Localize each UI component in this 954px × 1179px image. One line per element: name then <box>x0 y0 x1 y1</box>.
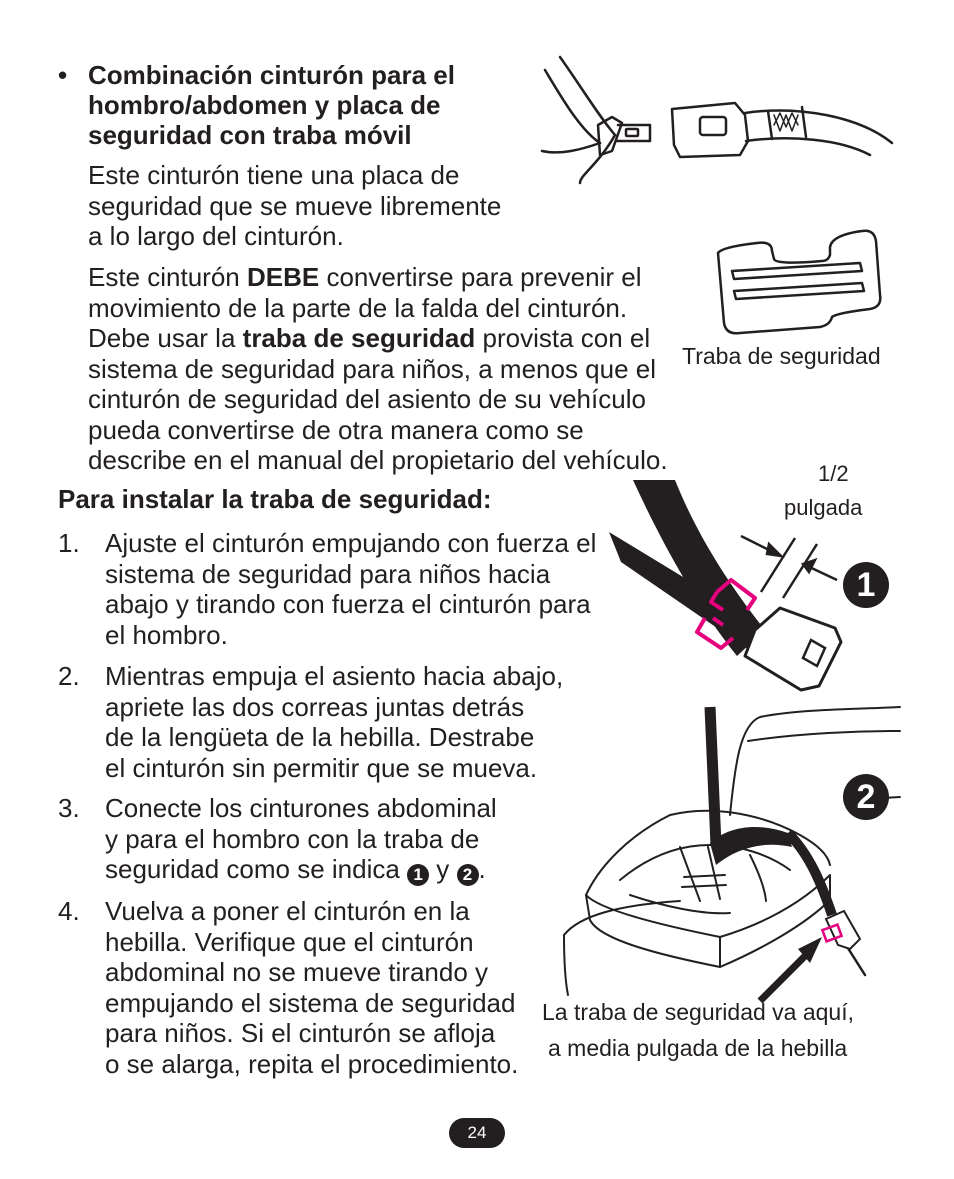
text-run: convertirse para prevenir el <box>319 262 642 292</box>
step-line: empujando el sistema de seguridad <box>105 987 516 1018</box>
step-line: el cinturón sin permitir que se mueva. <box>105 752 538 783</box>
section-heading-line: seguridad con traba móvil <box>88 120 412 150</box>
text-run: provista con el <box>475 323 651 353</box>
step-ref-1-icon: 1 <box>407 864 429 886</box>
step-line: Vuelva a poner el cinturón en la <box>105 896 470 926</box>
paragraph-1 <box>88 160 528 252</box>
figure-2-caption <box>542 994 902 1066</box>
text-run: seguridad como se indica <box>105 854 408 884</box>
step-line: hebilla. Verifique que el cinturón <box>105 926 474 957</box>
paragraph-line <box>88 323 688 354</box>
caption-line: La traba de seguridad va aquí, <box>542 999 855 1025</box>
section-heading-line: Combinación cinturón para el <box>88 60 455 90</box>
paragraph-line: cinturón de seguridad del asiento de su vehículo <box>88 384 646 414</box>
step-line: apriete las dos correas juntas detrás <box>105 691 525 722</box>
step-3 <box>105 793 535 886</box>
paragraph-line: sistema de seguridad para niños, a menos que el <box>88 353 657 384</box>
text-run: Debe usar la <box>88 323 243 353</box>
emphasis-traba: traba de seguridad <box>242 323 476 353</box>
step-line: Ajuste el cinturón empujando con fuerza el <box>105 528 597 558</box>
section-bullet: • <box>58 60 68 90</box>
text-run: y <box>429 854 457 884</box>
paragraph-2 <box>88 262 688 476</box>
paragraph-line: Este cinturón tiene una placa de <box>88 160 460 190</box>
step-line <box>105 854 535 886</box>
step-2-number: 2. <box>58 661 80 691</box>
caption-line: a media pulgada de la hebilla <box>548 1035 848 1061</box>
section-heading <box>88 60 528 150</box>
step-line: o se alarga, repita el procedimiento. <box>105 1048 519 1079</box>
step-line: abajo y tirando con fuerza el cinturón para <box>105 589 591 619</box>
step-line: de la lengüeta de la hebilla. Destrabe <box>105 722 535 752</box>
step-line: el hombro. <box>105 619 228 650</box>
step-line: y para el hombro con la traba de <box>105 823 480 854</box>
step-2 <box>105 661 575 783</box>
paragraph-line <box>88 262 688 293</box>
text-run: . <box>478 854 486 884</box>
step-line: Mientras empuja el asiento hacia abajo, <box>105 661 564 691</box>
clip-caption: Traba de seguridad <box>682 343 881 369</box>
paragraph-line: a lo largo del cinturón. <box>88 221 344 251</box>
text-run: Este cinturón <box>88 262 247 292</box>
figure-1-marker-icon: 1 <box>843 562 889 608</box>
paragraph-line: pueda convertirse de otra manera como se <box>88 414 584 445</box>
step-line: Conecte los cinturones abdominal <box>105 793 497 823</box>
install-heading: Para instalar la traba de seguridad: <box>58 484 492 514</box>
page-number: 24 <box>449 1118 505 1148</box>
figure-2-illustration <box>560 705 905 995</box>
step-1 <box>105 528 605 650</box>
step-3-number: 3. <box>58 793 80 823</box>
measure-unit: pulgada <box>784 495 863 520</box>
paragraph-line: describe en el manual del propietario del vehículo. <box>88 445 668 475</box>
step-line: abdominal no se mueve tirando y <box>105 957 489 987</box>
step-line: sistema de seguridad para niños hacia <box>105 558 551 589</box>
step-1-number: 1. <box>58 528 80 558</box>
section-heading-line: hombro/abdomen y placa de <box>88 90 441 120</box>
measure-value: 1/2 <box>818 461 849 486</box>
step-ref-2-icon: 2 <box>457 864 479 886</box>
figure-1-illustration <box>605 480 845 690</box>
paragraph-line: seguridad que se mueve libremente <box>88 190 502 221</box>
step-4 <box>105 896 535 1079</box>
paragraph-line: movimiento de la parte de la falda del cinturón. <box>88 292 628 323</box>
locking-clip-illustration <box>712 225 882 337</box>
step-4-number: 4. <box>58 896 80 926</box>
belt-latchplate-illustration <box>540 55 900 185</box>
step-line: para niños. Si el cinturón se afloja <box>105 1018 496 1048</box>
figure-2-marker-icon: 2 <box>843 774 889 820</box>
emphasis-debe: DEBE <box>246 262 320 292</box>
